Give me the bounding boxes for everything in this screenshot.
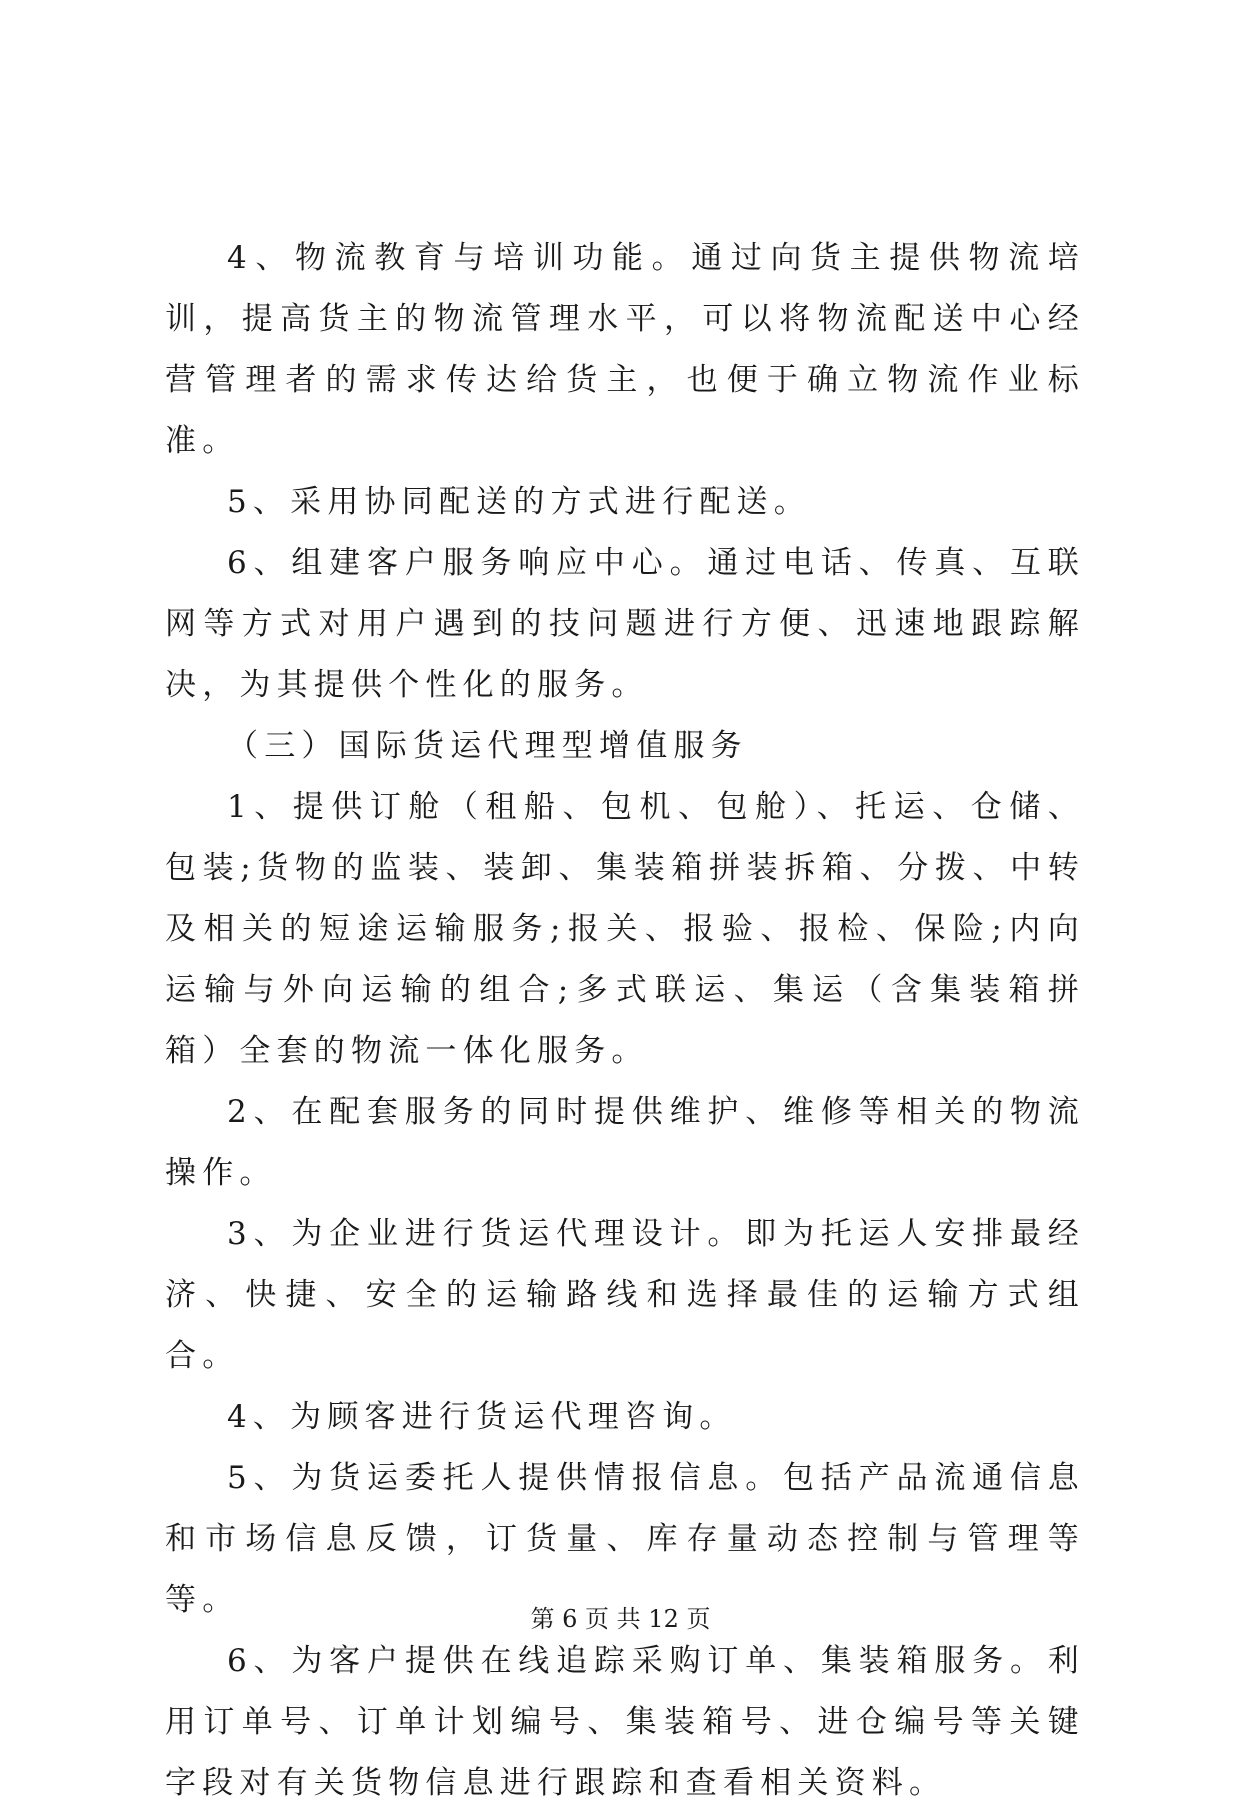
page-number-footer: 第 6 页 共 12 页 (530, 1605, 711, 1633)
paragraph-collaborative-delivery: 5、采用协同配送的方式进行配送。 (227, 484, 811, 520)
paragraph-education-training: 4、物流教育与培训功能。通过向货主提供物流培训，提高货主的物流管理水平，可以将物流配送中心经营管理者的需求传达给货主，也便于确立物流作业标准。 (165, 240, 1085, 459)
paragraph-information-services: 5、为货运委托人提供情报信息。包括产品流通信息和市场信息反馈，订货量、库存量动态控制与管理等等。 (165, 1460, 1085, 1618)
paragraph-forwarding-consulting: 4、为顾客进行货运代理咨询。 (227, 1399, 737, 1435)
paragraph-maintenance-services: 2、在配套服务的同时提供维护、维修等相关的物流操作。 (165, 1094, 1085, 1191)
paragraph-booking-services: 1、提供订舱（租船、包机、包舱）、托运、仓储、包装;货物的监装、装卸、集装箱拼装拆箱、分拨、中转及相关的短途运输服务;报关、报验、报检、保险;内向运输与外向运输的组合;多式联运、集运（含集装箱拼箱）全套的物流一体化服务。 (165, 789, 1085, 1069)
document-body (165, 228, 1085, 1814)
section-heading-freight-forwarding: （三）国际货运代理型增值服务 (227, 728, 748, 764)
paragraph-forwarding-design: 3、为企业进行货运代理设计。即为托运人安排最经济、快捷、安全的运输路线和选择最佳的运输方式组合。 (165, 1216, 1085, 1374)
paragraph-online-tracking: 6、为客户提供在线追踪采购订单、集装箱服务。利用订单号、订单计划编号、集装箱号、进仓编号等关键字段对有关货物信息进行跟踪和查看相关资料。 (165, 1643, 1085, 1801)
paragraph-customer-service-center: 6、组建客户服务响应中心。通过电话、传真、互联网等方式对用户遇到的技问题进行方便、迅速地跟踪解决，为其提供个性化的服务。 (165, 545, 1085, 703)
